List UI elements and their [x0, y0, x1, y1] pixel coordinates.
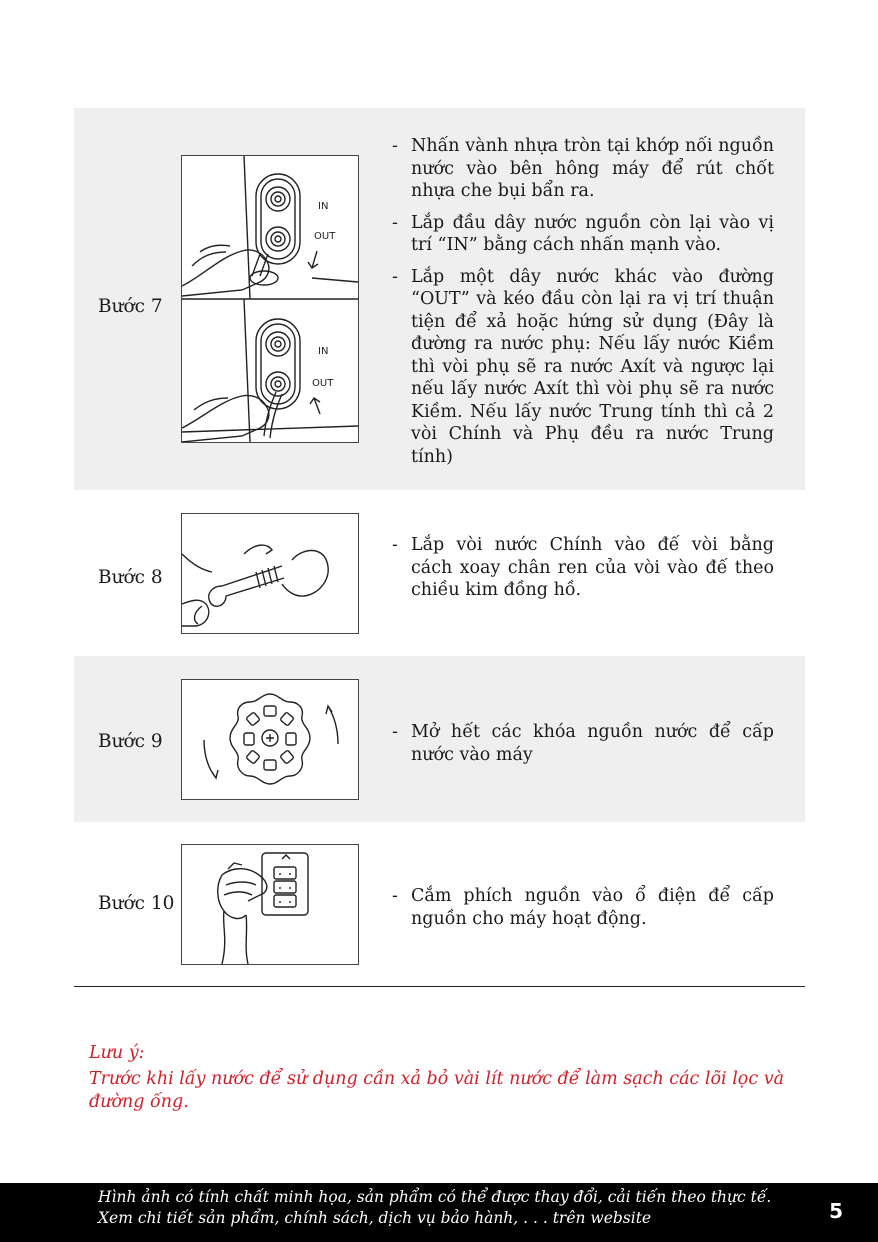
step-7-instructions: [392, 135, 774, 477]
footer-disclaimer: Hình ảnh có tính chất minh họa, sản phẩm có thể được thay đổi, cải tiến theo thực tế.: [98, 1188, 772, 1206]
step-8-label: Bước 8: [98, 567, 163, 588]
note-title: Lưu ý:: [89, 1043, 145, 1063]
step-10-label: Bước 10: [98, 893, 175, 914]
power-plug-socket-icon: [182, 845, 358, 964]
step-9-instructions: [392, 721, 774, 775]
step-7-row: [74, 108, 805, 490]
out-label-bottom: OUT: [312, 378, 334, 389]
step-10-figure: [181, 844, 359, 965]
step-9-row: [74, 656, 805, 822]
in-label-top: IN: [318, 201, 329, 212]
step-8-row: [74, 490, 805, 656]
page-number: 5: [829, 1199, 843, 1223]
step-10-bullet-1: - Cắm phích nguồn vào ổ điện để cấp nguồn cho máy hoạt động.: [392, 885, 774, 930]
in-label-bottom: IN: [318, 346, 329, 357]
step-9-label: Bước 9: [98, 731, 163, 752]
step-7-bullet-1: - Nhấn vành nhựa tròn tại khớp nối nguồn nước vào bên hông máy để rút chốt nhựa che bụi bẩn ra.: [392, 135, 774, 203]
faucet-screw-icon: [182, 514, 358, 633]
footer-bar: [0, 1183, 878, 1242]
section-divider: [74, 986, 805, 987]
out-label-top: OUT: [314, 231, 336, 242]
step-7-bullet-3: - Lắp một dây nước khác vào đường “OUT” và kéo đầu còn lại ra vị trí thuận tiện để xả hoặc hứng sử dụng (Đây là đường ra nước phụ: Nếu lấy nước Kiềm thì vòi phụ sẽ ra nước Axít và ngược lại nếu lấy nước Axít thì vòi phụ sẽ ra nước Kiềm. Nếu lấy nước Trung tính thì cả 2 vòi Chính và Phụ đều ra nước Trung tính): [392, 266, 774, 469]
step-9-bullet-1: - Mở hết các khóa nguồn nước để cấp nước vào máy: [392, 721, 774, 766]
step-7-bullet-2: - Lắp đầu dây nước nguồn còn lại vào vị trí “IN” bằng cách nhấn mạnh vào.: [392, 212, 774, 257]
step-8-instructions: [392, 534, 774, 611]
step-9-figure: [181, 679, 359, 800]
step-10-instructions: [392, 885, 774, 939]
water-connection-in-out-icon: [182, 156, 358, 442]
step-8-bullet-1: - Lắp vòi nước Chính vào đế vòi bằng cách xoay chân ren của vòi vào đế theo chiều kim đồng hồ.: [392, 534, 774, 602]
footer-website-note: Xem chi tiết sản phẩm, chính sách, dịch vụ bảo hành, . . . trên website: [98, 1209, 652, 1227]
step-7-figure: [181, 155, 359, 443]
step-7-label: Bước 7: [98, 296, 163, 317]
note-text: Trước khi lấy nước để sử dụng cần xả bỏ vài lít nước để làm sạch các lõi lọc và đường ống.: [89, 1069, 785, 1112]
water-valve-knob-icon: [182, 680, 358, 799]
step-8-figure: [181, 513, 359, 634]
step-10-row: [74, 822, 805, 986]
